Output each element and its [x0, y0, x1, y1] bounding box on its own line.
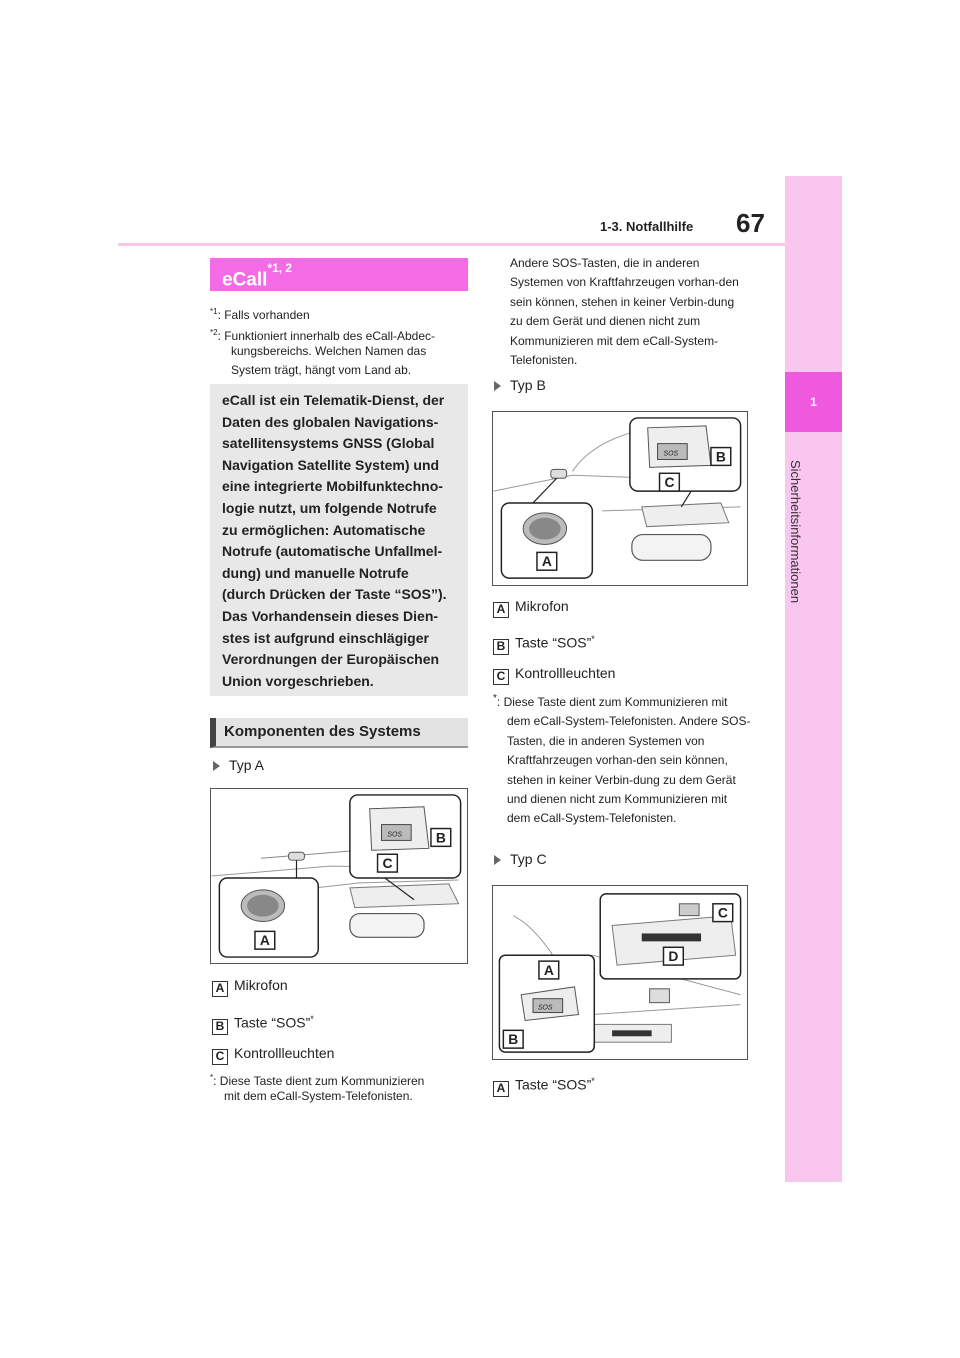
typ-b-label-c: C	[664, 474, 675, 491]
typ-c-label	[494, 851, 547, 867]
typ-b-legend-b	[493, 629, 595, 653]
legend-text: Taste “SOS”	[515, 634, 592, 651]
typ-b-note-mark: *	[493, 693, 497, 704]
triangle-bullet-icon	[213, 761, 220, 771]
typ-a-sos-text: SOS	[387, 831, 403, 839]
typ-a-note-mark: *	[210, 1073, 214, 1082]
figure-typ-b	[492, 411, 748, 586]
legend-text: Kontrollleuchten	[234, 1045, 335, 1061]
header-divider	[118, 243, 785, 246]
typ-b-illustration	[493, 412, 747, 585]
legend-letter: B	[493, 639, 509, 655]
legend-text: Taste “SOS”	[234, 1014, 311, 1031]
triangle-bullet-icon	[494, 855, 501, 865]
typ-a-legend-b	[212, 1009, 314, 1033]
components-heading: Komponenten des Systems	[210, 718, 468, 748]
typ-b-label	[494, 377, 546, 393]
legend-sup: *	[591, 634, 595, 644]
typ-a-legend-a	[212, 975, 288, 995]
footnote-1	[210, 302, 470, 325]
typ-b-note-text: : Diese Taste dient zum Kommunizieren mit dem eCall-System-Telefonisten. Andere SOS-Tasten, die in anderen Systemen von Kraftfahrzeugen vorhan-den sein können, stehen in keiner Verbin-dung zu dem Gerät und dienen nicht zum Kommunizieren mit dem eCall-System-Telefonisten.	[496, 695, 751, 826]
legend-letter: A	[212, 981, 228, 997]
legend-letter: C	[493, 669, 509, 685]
ecall-heading-sup: *1, 2	[267, 261, 293, 275]
footnote-2-text: : Funktioniert innerhalb des eCall-Abdec-	[217, 329, 436, 343]
typ-b-legend-c	[493, 663, 615, 683]
legend-text: Taste “SOS”	[515, 1076, 592, 1093]
typ-b-sos-text: SOS	[663, 450, 679, 458]
legend-text: Mikrofon	[234, 977, 288, 993]
legend-text: Kontrollleuchten	[515, 665, 616, 681]
figure-typ-a	[210, 788, 468, 964]
legend-letter: C	[212, 1049, 228, 1065]
typ-a-illustration	[211, 789, 467, 963]
typ-c-illustration	[493, 886, 747, 1059]
typ-b-text: Typ B	[510, 377, 546, 393]
triangle-bullet-icon	[494, 381, 501, 391]
typ-b-label-a: A	[541, 553, 552, 570]
page-number: 67	[736, 208, 765, 238]
chapter-number-tab[interactable]: 1	[785, 372, 842, 432]
ecall-heading	[210, 258, 468, 291]
figure-typ-c	[492, 885, 748, 1060]
footnote-1-mark: *1	[210, 307, 218, 316]
typ-a-label-a: A	[259, 932, 270, 949]
chapter-title: Sicherheitsinformationen	[788, 460, 803, 604]
typ-b-label-b: B	[715, 448, 726, 465]
ecall-summary-box: eCall ist ein Telematik-Dienst, der Daten des globalen Navigations-satellitensystems GNSS (Global Navigation Satellite System) und eine integrierte Mobilfunktechno-logie nutzt, um folgende Notrufe zu ermöglichen: Automatische Notrufe (automatische Unfallmel-dung) und manuelle Notrufe (durch Drücken der Taste “SOS”). Das Vorhandensein dieses Dien-stes ist aufgrund einschlägiger Verordnungen der Europäischen Union vorgeschrieben.	[210, 384, 468, 696]
typ-a-note-line2: mit dem eCall-System-Telefonisten.	[224, 1089, 413, 1103]
typ-a-label-c: C	[382, 855, 393, 872]
section-title: 1-3. Notfallhilfe	[600, 219, 694, 234]
typ-c-label-a: A	[543, 961, 554, 978]
legend-sup: *	[310, 1014, 314, 1024]
footnote-2-line3: System trägt, hängt vom Land ab.	[231, 363, 412, 377]
typ-c-label-c: C	[717, 904, 728, 921]
footnote-1-text: : Falls vorhanden	[217, 308, 310, 322]
footnote-2-mark: *2	[210, 328, 218, 337]
legend-letter: A	[493, 602, 509, 618]
typ-a-text: Typ A	[229, 757, 265, 773]
typ-b-note	[493, 689, 753, 829]
legend-text: Mikrofon	[515, 598, 569, 614]
continuation-paragraph: Andere SOS-Tasten, die in anderen Systemen von Kraftfahrzeugen vorhan-den sein können, stehen in keiner Verbin-dung zu dem Gerät und dienen nicht zum Kommunizieren mit dem eCall-System-Telefonisten.	[510, 256, 739, 368]
legend-letter: A	[493, 1081, 509, 1097]
typ-a-label	[213, 757, 264, 773]
typ-a-note-l1: : Diese Taste dient zum Kommunizieren	[213, 1074, 425, 1088]
chapter-side-band	[785, 176, 842, 1182]
footnote-2-line2: kungsbereichs. Welchen Namen das	[231, 344, 427, 358]
typ-b-legend-a	[493, 596, 569, 616]
typ-a-legend-c	[212, 1043, 334, 1063]
typ-c-legend-a	[493, 1071, 595, 1095]
typ-c-label-b: B	[508, 1031, 519, 1048]
ecall-heading-text: eCall	[222, 269, 268, 291]
legend-sup: *	[591, 1076, 595, 1086]
typ-a-label-b: B	[435, 829, 446, 846]
typ-c-text: Typ C	[510, 851, 547, 867]
typ-c-label-d: D	[668, 948, 679, 965]
typ-c-sos-text: SOS	[537, 1004, 553, 1012]
legend-letter: B	[212, 1019, 228, 1035]
